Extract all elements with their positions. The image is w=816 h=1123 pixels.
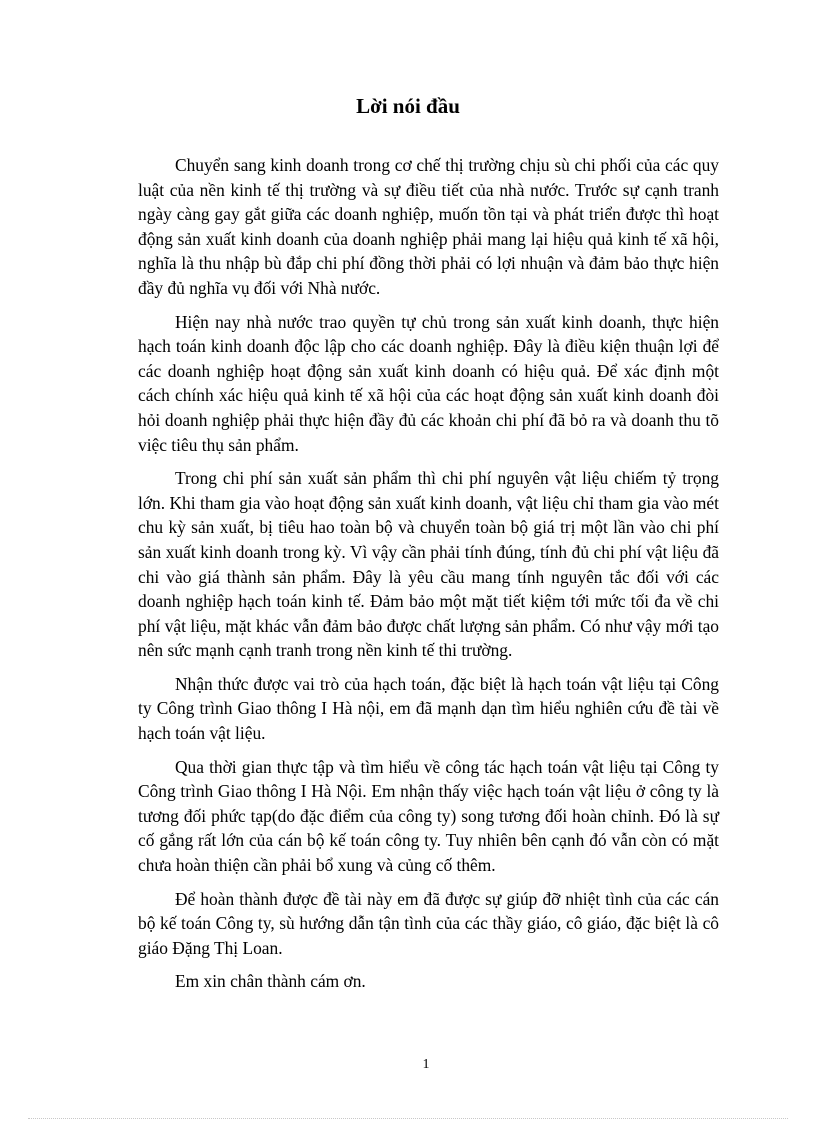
paragraph-7: Em xin chân thành cám ơn. [175, 971, 366, 992]
page-number: 1 [422, 1057, 430, 1072]
document-body [138, 153, 719, 1003]
paragraph-2: Hiện nay nhà nước trao quyền tự chủ trong sản xuất kinh doanh, thực hiện hạch toán kinh doanh độc lập cho các doanh nghiệp. Đây là điều kiện thuận lợi để các doanh nghiệp hoạt động sản xuất kinh doanh có hiệu quả. Để xác định một cách chính xác hiệu quả kinh tế xã hội của các hoạt động sản xuất kinh doanh đòi hỏi doanh nghiệp phải thực hiện đầy đủ các khoản chi phí đã bỏ ra và doanh thu tõ việc tiêu thụ sản phẩm. [138, 311, 719, 455]
paragraph-5: Qua thời gian thực tập và tìm hiểu về công tác hạch toán vật liệu tại Công ty Công trình Giao thông I Hà Nội. Em nhận thấy việc hạch toán vật liệu ở công ty là tương đối phức tạp(do đặc điểm của công ty) song tương đối hoàn chỉnh. Đó là sự cố gắng rất lớn của cán bộ kế toán công ty. Tuy nhiên bên cạnh đó vẫn còn có mặt chưa hoàn thiện cần phải bổ xung và củng cố thêm. [138, 756, 719, 876]
paragraph-3: Trong chi phí sản xuất sản phẩm thì chi phí nguyên vật liệu chiếm tỷ trọng lớn. Khi tham gia vào hoạt động sản xuất kinh doanh, vật liệu chỉ tham gia vào mét chu kỳ sản xuất, bị tiêu hao toàn bộ và chuyển toàn bộ giá trị một lần vào chi phí sản xuất kinh doanh trong kỳ. Vì vậy cần phải tính đúng, tính đủ chi phí vật liệu đã chi vào giá thành sản phẩm. Đây là yêu cầu mang tính nguyên tắc đối với các doanh nghiệp hạch toán kinh tế. Đảm bảo một mặt tiết kiệm tới mức tối đa về chi phí vật liệu, mặt khác vẫn đảm bảo được chất lượng sản phẩm. Có như vậy mới tạo nên sức mạnh cạnh tranh trong nền kinh tế thi trường. [138, 468, 719, 661]
paragraph-6: Để hoàn thành được đề tài này em đã được sự giúp đỡ nhiệt tình của các cán bộ kế toán Công ty, sù hướng dẫn tận tình của các thầy giáo, cô giáo, đặc biệt là cô giáo Đặng Thị Loan. [138, 888, 719, 958]
paragraph-4: Nhận thức được vai trò của hạch toán, đặc biệt là hạch toán vật liệu tại Công ty Công trình Giao thông I Hà nội, em đã mạnh dạn tìm hiểu nghiên cứu đề tài về hạch toán vật liệu. [138, 673, 719, 744]
paragraph-1: Chuyển sang kinh doanh trong cơ chế thị trường chịu sù chi phối của các quy luật của nền kinh tế thị trường và sự điều tiết của nhà nước. Trước sự cạnh tranh ngày càng gay gắt giữa các doanh nghiệp, muốn tồn tại và phát triển được thì hoạt động sản xuất kinh doanh của doanh nghiệp phải mang lại hiệu quả kinh tế xã hội, nghĩa là thu nhập bù đắp chi phí đồng thời phải có lợi nhuận và đảm bảo thực hiện đầy đủ nghĩa vụ đối với Nhà nước. [138, 155, 719, 298]
document-title: Lời nói đầu [356, 94, 460, 118]
page-bottom-divider [28, 1118, 788, 1119]
